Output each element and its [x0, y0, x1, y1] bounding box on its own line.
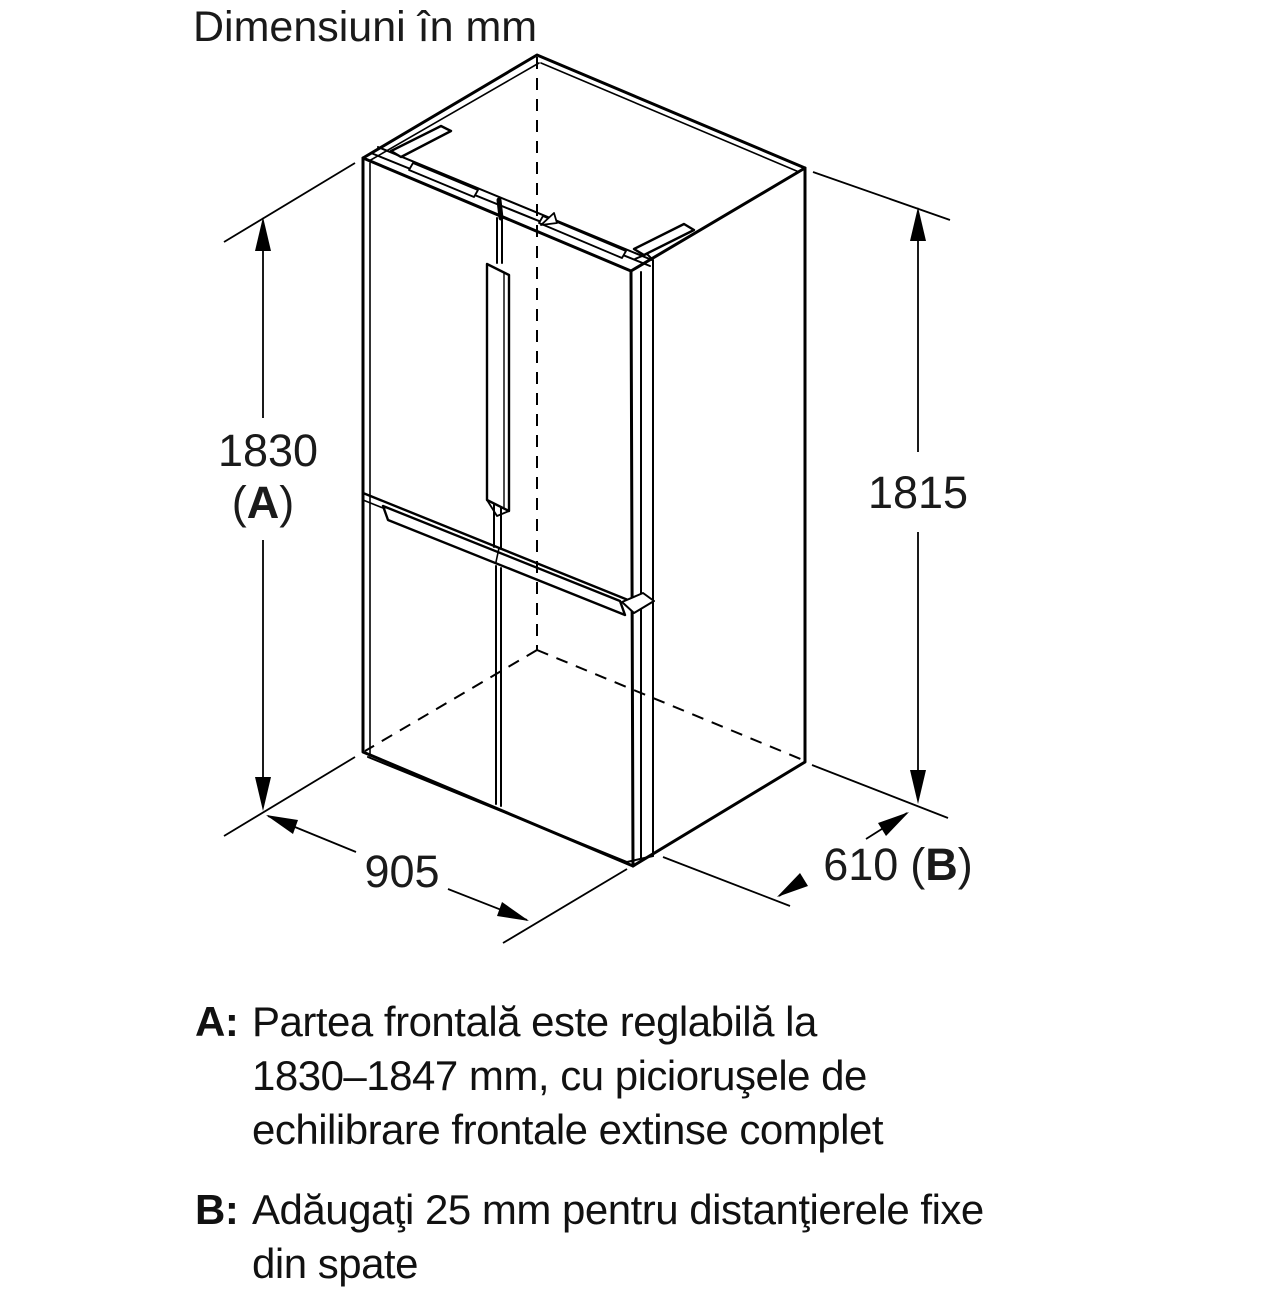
door-gap-above-handle	[497, 218, 502, 263]
ext-line-depth-front	[663, 857, 790, 906]
dimension-lines	[224, 163, 950, 943]
dim-1815-label: 1815	[867, 467, 969, 518]
ext-line-top-left	[224, 163, 355, 242]
arrow-up-icon	[910, 207, 926, 241]
door-top-band-back-line	[378, 147, 652, 260]
arrow-upright-icon	[878, 812, 909, 836]
page-title: Dimensiuni în mm	[193, 3, 538, 51]
middle-division-line	[363, 493, 633, 602]
dim-905-label: 905	[364, 846, 440, 897]
dim-1830-label: 1830	[217, 425, 319, 476]
note-a-text	[252, 995, 1195, 1157]
fridge-door-handle	[487, 264, 509, 511]
note-a-line: Partea frontală este reglabilă la	[252, 998, 817, 1045]
note-b-key: B:	[195, 1186, 239, 1233]
note-a-line: 1830–1847 mm, cu picioruşele de	[252, 1052, 867, 1099]
note-b-line: din spate	[252, 1240, 418, 1287]
footnotes	[195, 995, 1195, 1291]
door-gap-top-mark	[499, 200, 501, 218]
ext-line-top-right	[813, 172, 950, 220]
ext-line-bottom-front	[503, 869, 627, 943]
arrow-down-icon	[255, 777, 271, 811]
fridge-outline	[363, 55, 805, 866]
hidden-edges	[365, 57, 803, 760]
note-b	[195, 1183, 1195, 1291]
drawer-handle-bar	[383, 506, 625, 615]
hidden-bottom-right-edge	[537, 650, 803, 760]
arrow-upleft-icon	[266, 815, 298, 834]
note-a-line: echilibrare frontale extinse complet	[252, 1106, 883, 1153]
note-a-key: A:	[195, 998, 239, 1045]
arrow-down-icon	[910, 770, 926, 804]
top-rim-right	[541, 63, 799, 172]
dim-610-label: 610 (B)	[823, 839, 973, 890]
drawer-handle-bar-end	[622, 593, 654, 613]
arrow-downright-icon	[497, 902, 529, 921]
dimension-labels	[218, 425, 973, 897]
arrow-downleft-icon	[777, 873, 808, 897]
fridge-front-face	[363, 158, 633, 866]
top-rim-left	[369, 63, 539, 161]
hidden-bottom-left-edge	[365, 650, 537, 751]
ext-line-bottom-right	[812, 765, 948, 818]
note-b-line: Adăugaţi 25 mm pentru distanţierele fixe	[252, 1186, 984, 1233]
fridge-right-face	[633, 168, 805, 866]
note-b-text	[252, 1183, 1195, 1291]
note-a	[195, 995, 1195, 1157]
dim-a-ref-label: (A)	[231, 477, 295, 528]
dimension-arrowheads	[255, 207, 926, 921]
